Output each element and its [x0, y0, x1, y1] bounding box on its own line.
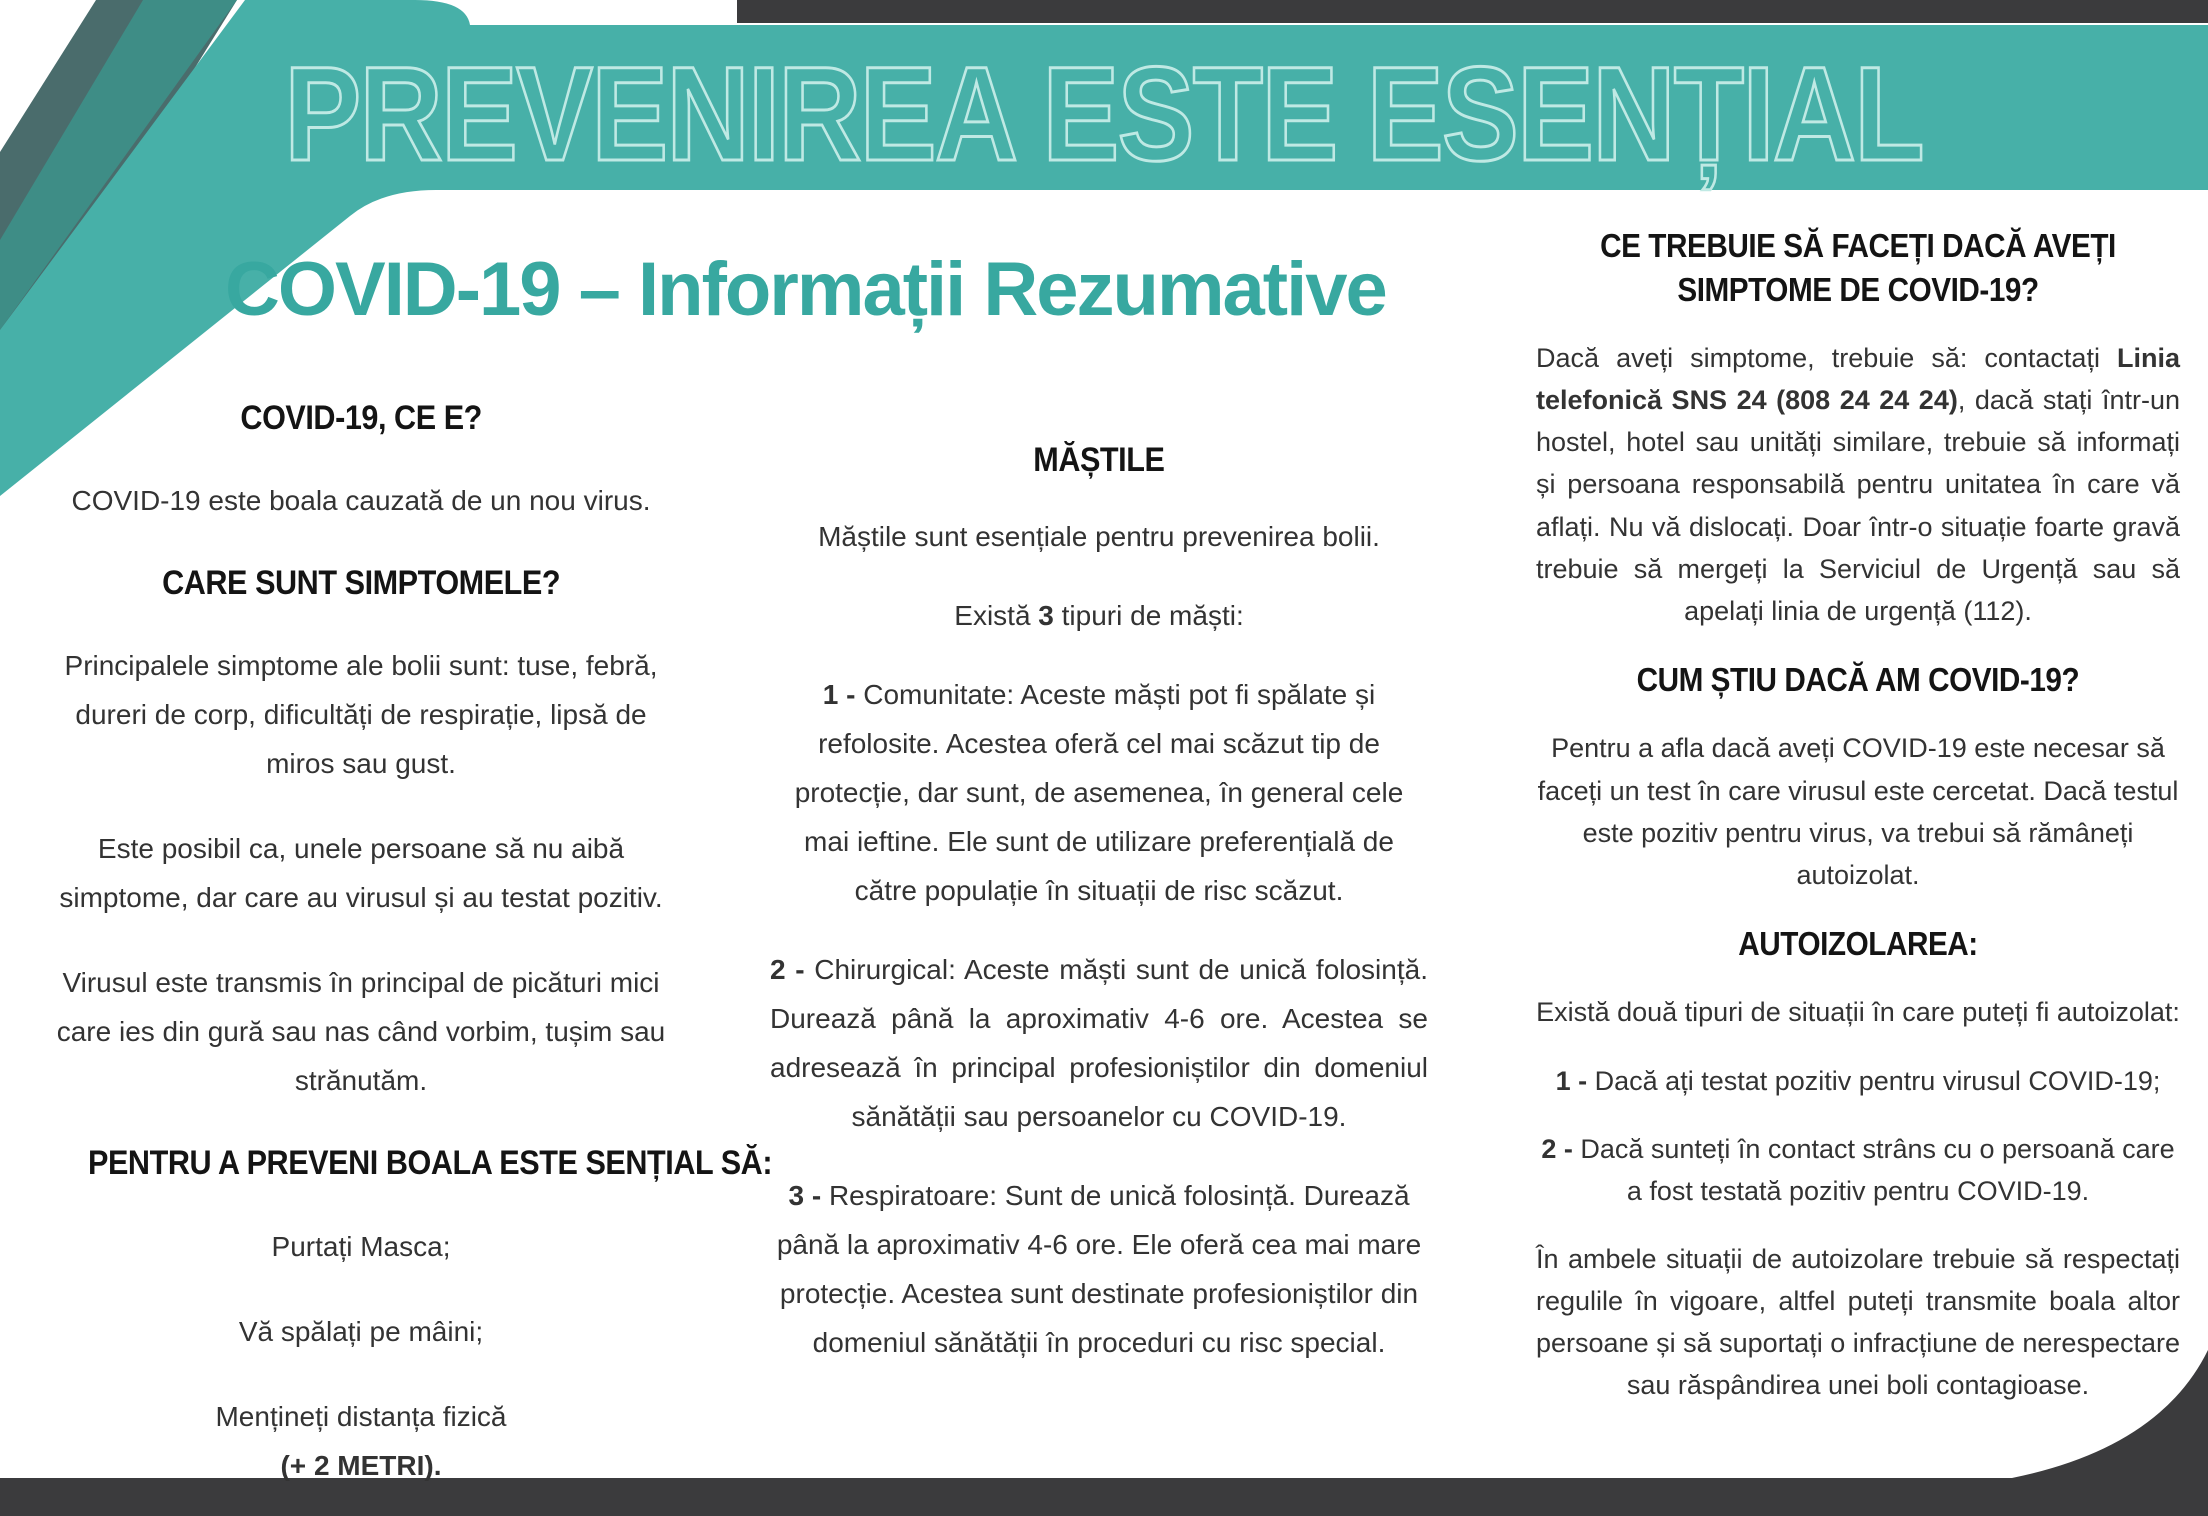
- text-run: Virusul este transmis în principal de picături mici care ies din gură sau nas când vorbim, tușim sau strănutăm.: [56, 967, 666, 1097]
- paragraph: [1536, 1238, 2180, 1406]
- text-run: Există: [954, 600, 1039, 632]
- section-heading-text: PENTRU A PREVENI BOALA ESTE SENȚIAL SĂ:: [88, 1144, 773, 1183]
- text-run: , dacă stați într-un hostel, hotel sau unități similare, trebuie să informați și persoana responsabilă pentru unitatea în care vă aflați. Nu vă dislocați. Doar într-o situație foarte gravă trebuie să mergeți la Serviciul de Urgență sau să apelați linia de urgență (112).: [1536, 385, 2180, 626]
- section-heading-text: MĂȘTILE: [1033, 441, 1165, 479]
- text-run: Este posibil ca, unele persoane să nu aibă simptome, dar care au virusul și au testat pozitiv.: [59, 833, 663, 914]
- text-run: tipuri de măști:: [1053, 600, 1244, 632]
- page-title: COVID-19 – Informații Rezumative: [225, 247, 1386, 332]
- section-heading-text: CUM ȘTIU DACĂ AM COVID-19?: [1636, 660, 2080, 698]
- paragraph: [770, 670, 1428, 915]
- text-run: Dacă ați testat pozitiv pentru virusul COVID-19;: [1594, 1065, 2161, 1096]
- paragraph: [770, 512, 1428, 561]
- section-heading-text: CE TREBUIE SĂ FACEȚI DACĂ AVEȚI SIMPTOME DE COVID-19?: [1600, 227, 2116, 308]
- paragraph: [50, 824, 672, 922]
- bold-text-run: (+ 2 METRI).: [280, 1449, 442, 1481]
- text-run: Principalele simptome ale bolii sunt: tuse, febră, dureri de corp, dificultăți de respirație, lipsă de miros sau gust.: [64, 650, 658, 780]
- banner-watermark-text: PREVENIREA ESTE ESENȚIAL: [284, 39, 1924, 189]
- column-right: [1536, 224, 2180, 1432]
- paragraph: [50, 958, 672, 1105]
- section-heading: [50, 1141, 773, 1185]
- text-run: Există două tipuri de situații în care puteți fi autoizolat:: [1536, 997, 2180, 1028]
- paragraph: [1536, 1060, 2180, 1102]
- section-heading: [1536, 224, 2180, 311]
- text-run: Măștile sunt esențiale pentru prevenirea bolii.: [818, 521, 1380, 553]
- paragraph: [1536, 1128, 2180, 1212]
- section-heading: [1536, 658, 2180, 702]
- bold-text-run: Linia telefonică SNS 24 (808 24 24 24): [1536, 343, 2180, 416]
- text-run: Vă spălați pe mâini;: [238, 1315, 484, 1347]
- section-heading: [770, 438, 1428, 482]
- bold-text-run: 2 -: [770, 954, 815, 986]
- paragraph: [1536, 727, 2180, 895]
- paragraph: [50, 641, 672, 788]
- text-run: Purtați Masca;: [271, 1230, 451, 1262]
- text-run: Comunitate: Aceste măști pot fi spălate și refolosite. Acestea oferă cel mai scăzut tip de protecție, dar sunt, de asemenea, în general cele mai ieftine. Ele sunt de utilizare preferențială de către populație în situații de risc scăzut.: [794, 679, 1404, 907]
- paragraph: [770, 945, 1428, 1141]
- section-heading-text: CARE SUNT SIMPTOMELE?: [161, 564, 560, 603]
- bold-text-run: 2 -: [1541, 1133, 1581, 1164]
- bold-text-run: 1 -: [1555, 1065, 1595, 1096]
- section-heading: [1536, 922, 2180, 966]
- paragraph: [770, 591, 1428, 640]
- paragraph: [50, 1222, 672, 1271]
- paragraph: [50, 476, 672, 525]
- text-run: Chirurgical: Aceste măști sunt de unică folosință. Durează până la aproximativ 4-6 ore. Acestea se adresează în principal profesioniștilor din domeniul sănătății sau persoanelor cu COVID-19.: [770, 954, 1428, 1133]
- text-run: Mențineți distanța fizică: [215, 1400, 507, 1432]
- banner-watermark: [0, 20, 2208, 192]
- paragraph: [1536, 991, 2180, 1033]
- paragraph: [50, 1307, 672, 1356]
- section-heading: [50, 561, 672, 605]
- bold-text-run: 3: [1038, 600, 1054, 632]
- section-heading: [50, 396, 672, 440]
- text-run: Dacă aveți simptome, trebuie să: contactați: [1536, 343, 2117, 374]
- column-left: [50, 396, 773, 1516]
- text-run: În ambele situații de autoizolare trebuie să respectați regulile în vigoare, altfel puteți transmite boala altor persoane și să suportați o infracțiune de nerespectare sau răspândirea unei boli contagioase.: [1536, 1243, 2180, 1401]
- column-middle: [770, 438, 1428, 1397]
- text-run: COVID-19 este boala cauzată de un nou virus.: [71, 485, 651, 517]
- paragraph: [770, 1171, 1428, 1367]
- text-run: Pentru a afla dacă aveți COVID-19 este necesar să faceți un test în care virusul este cercetat. Dacă testul este pozitiv pentru virus, va trebui să rămâneți autoizolat.: [1537, 733, 2179, 890]
- section-heading-text: COVID-19, CE E?: [240, 399, 482, 437]
- text-run: Dacă sunteți în contact strâns cu o persoană care a fost testată pozitiv pentru COVID-19.: [1580, 1133, 2175, 1206]
- section-heading-text: AUTOIZOLAREA:: [1738, 924, 1978, 962]
- paragraph: [1536, 337, 2180, 632]
- paragraph: [50, 1392, 672, 1490]
- bold-text-run: 3 -: [788, 1180, 829, 1212]
- text-run: Respiratoare: Sunt de unică folosință. Durează până la aproximativ 4-6 ore. Ele oferă cea mai mare protecție. Acestea sunt destinate profesioniștilor din domeniul sănătății în proceduri cu risc special.: [776, 1180, 1422, 1359]
- bold-text-run: 1 -: [822, 679, 864, 711]
